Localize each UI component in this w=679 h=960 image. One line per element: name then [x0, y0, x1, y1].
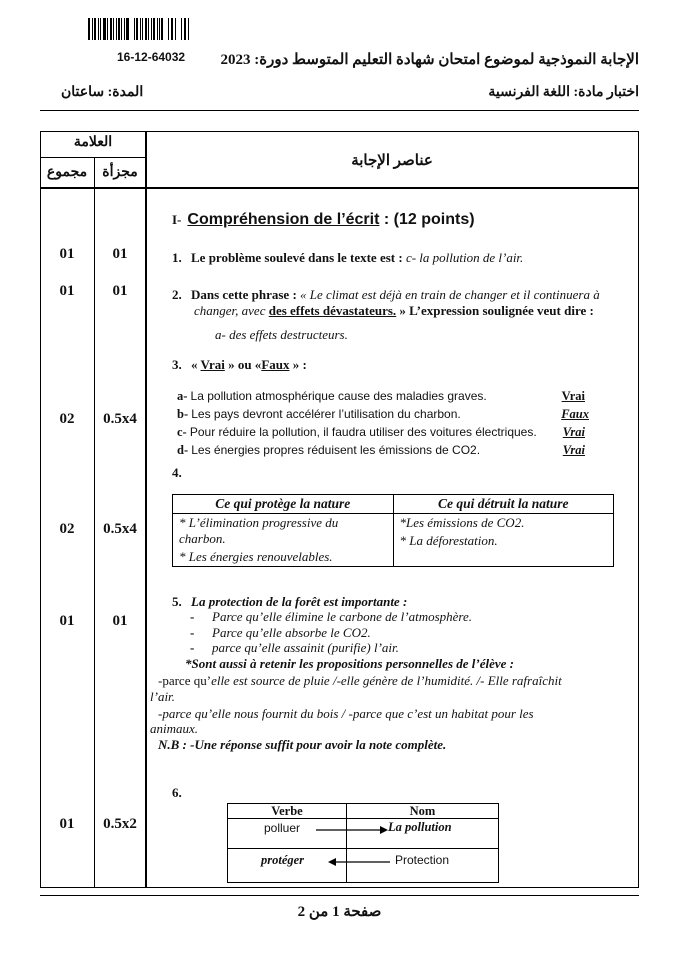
score-total: 01 — [59, 613, 75, 629]
subject-label: اختبار مادة: اللغة الفرنسية — [488, 85, 639, 100]
quote-open: « — [191, 357, 201, 372]
question-number: 5. — [172, 594, 182, 609]
score-partial: 0.5x4 — [103, 411, 137, 427]
verb-cell: polluer — [264, 821, 301, 835]
score-partial: 0.5x2 — [103, 816, 137, 832]
question-2 — [172, 287, 600, 303]
question-answer: c- la pollution de l’air. — [405, 250, 524, 265]
list-item: - Parce qu’elle absorbe le CO2. — [190, 624, 371, 640]
table-header-row — [173, 495, 614, 514]
section-numeral: I- — [172, 212, 182, 227]
score-partial: 01 — [112, 613, 128, 629]
item-letter: a- — [177, 389, 188, 403]
table-header: Ce qui détruit la nature — [393, 495, 614, 514]
quote-text: « Le climat est déjà en train de changer et il continuera à — [300, 287, 600, 302]
document-title: الإجابة النموذجية لموضوع امتحان شهادة التعليم المتوسط دورة: 2023 — [220, 52, 639, 68]
cell-line: *Les émissions de CO2. — [399, 515, 525, 530]
section-heading — [172, 211, 475, 229]
item-letter: b- — [177, 407, 189, 421]
exam-code: 16-12-64032 — [117, 50, 186, 64]
list-item — [177, 407, 589, 425]
footer-divider — [40, 895, 639, 896]
question-5 — [172, 594, 407, 610]
partial-header: مجزأة — [102, 165, 138, 180]
total-header: مجموع — [46, 165, 88, 180]
proposal-prefix: -parce qu’ — [158, 673, 212, 688]
score-total: 02 — [59, 411, 75, 427]
grid-rule-header — [40, 187, 638, 189]
proposal-text: elle est source de pluie /-elle génère de l’humidité. /- Elle rafraîchit — [211, 673, 562, 688]
cell-line: * L’élimination progressive du charbon. — [179, 515, 339, 546]
table-header: Ce qui protège la nature — [173, 495, 394, 514]
quote-text: changer, avec — [194, 303, 269, 318]
nature-table — [172, 494, 614, 567]
score-total: 01 — [59, 816, 75, 832]
section-points: : (12 points) — [379, 211, 475, 228]
question-prompt: Dans cette phrase : — [191, 287, 301, 302]
list-item: - Parce qu’elle élimine le carbone de l’atmosphère. — [190, 609, 473, 624]
list-item — [177, 443, 589, 461]
question-number: 6. — [172, 785, 182, 800]
score-partial: 0.5x4 — [103, 521, 137, 537]
question-prompt: Le problème soulevé dans le texte est : — [191, 250, 406, 265]
score-total: 02 — [59, 521, 75, 537]
table-header: Nom — [409, 804, 436, 818]
extra-note: *Sont aussi à retenir les propositions personnelles de l’élève : — [185, 656, 514, 671]
table-cell — [173, 514, 394, 567]
question-answer: a- des effets destructeurs. — [215, 327, 348, 342]
grid-divider-main — [145, 131, 147, 887]
cell-line: * Les énergies renouvelables. — [179, 549, 333, 564]
cell-line: * La déforestation. — [399, 533, 498, 548]
nb-note: N.B : -Une réponse suffit pour avoir la note complète. — [158, 737, 447, 752]
question-prompt-end: » L’expression soulignée veut dire : — [396, 303, 594, 318]
item-answer: Faux — [561, 407, 589, 421]
underlined-expression: des effets dévastateurs. — [268, 303, 397, 318]
section-title: Compréhension de l’écrit — [187, 211, 380, 228]
question-number: 4. — [172, 465, 182, 480]
table-row — [173, 514, 614, 567]
list-item — [177, 425, 589, 443]
list-item: - parce qu’elle assainit (purifie) l’air. — [190, 640, 399, 655]
table-cell — [393, 514, 614, 567]
duration-label: المدة: ساعتان — [61, 85, 144, 100]
question-2-line2 — [194, 303, 594, 319]
score-partial: 01 — [112, 246, 128, 262]
list-item-text: Parce qu’elle absorbe le CO2. — [212, 624, 371, 640]
barcode — [88, 18, 222, 40]
item-text: Les pays devront accélérer l’utilisation du charbon. — [191, 407, 461, 421]
table-row-divider — [228, 848, 498, 849]
item-text: La pollution atmosphérique cause des maladies graves. — [190, 389, 487, 403]
table-header: Verbe — [271, 804, 303, 818]
item-text: Pour réduire la pollution, il faudra utiliser des voitures électriques. — [189, 425, 537, 439]
score-total: 01 — [59, 246, 75, 262]
question-3 — [172, 357, 307, 373]
item-answer: Vrai — [561, 389, 585, 403]
score-total: 01 — [59, 283, 75, 299]
list-item — [177, 389, 589, 407]
answer-header: عناصر الإجابة — [351, 153, 433, 169]
question-number: 3. — [172, 357, 182, 372]
question-prompt: La protection de la forêt est importante : — [191, 594, 408, 609]
header-divider — [40, 110, 639, 111]
arrow-right-icon — [316, 824, 388, 836]
reasons-list — [190, 609, 472, 656]
quote-close: » : — [289, 357, 307, 372]
page-number: صفحة 1 من 2 — [297, 904, 382, 920]
table-row-divider — [228, 818, 498, 819]
verb-cell: protéger — [261, 853, 305, 867]
student-proposal-2-cont: animaux. — [150, 721, 199, 736]
item-answer: Vrai — [562, 443, 585, 457]
score-partial: 01 — [112, 283, 128, 299]
vrai-label: Vrai — [200, 357, 225, 372]
item-text: Les énergies propres réduisent les émissions de CO2. — [191, 443, 481, 457]
noun-cell: Protection — [395, 853, 450, 867]
list-item-text: parce qu’elle assainit (purifie) l’air. — [212, 640, 399, 655]
student-proposal-2: -parce qu’elle nous fournit du bois / -parce que c’est un habitat pour les — [158, 706, 534, 721]
question-1 — [172, 250, 523, 266]
item-letter: d- — [177, 443, 189, 457]
question-number: 1. — [172, 250, 182, 265]
faux-label: Faux — [261, 357, 290, 372]
question-number: 2. — [172, 287, 182, 302]
student-proposal-1 — [158, 673, 562, 689]
item-letter: c- — [177, 425, 187, 439]
quote-mid: » ou « — [224, 357, 262, 372]
true-false-list — [177, 389, 589, 461]
noun-cell: La pollution — [388, 820, 452, 834]
item-answer: Vrai — [562, 425, 585, 439]
list-item-text: Parce qu’elle élimine le carbone de l’atmosphère. — [212, 609, 473, 624]
grade-header: العلامة — [73, 135, 113, 150]
arrow-left-icon — [328, 856, 390, 868]
student-proposal-1-cont: l’air. — [150, 689, 175, 704]
word-family-table — [227, 803, 499, 883]
grid-rule-subheader — [40, 157, 146, 158]
